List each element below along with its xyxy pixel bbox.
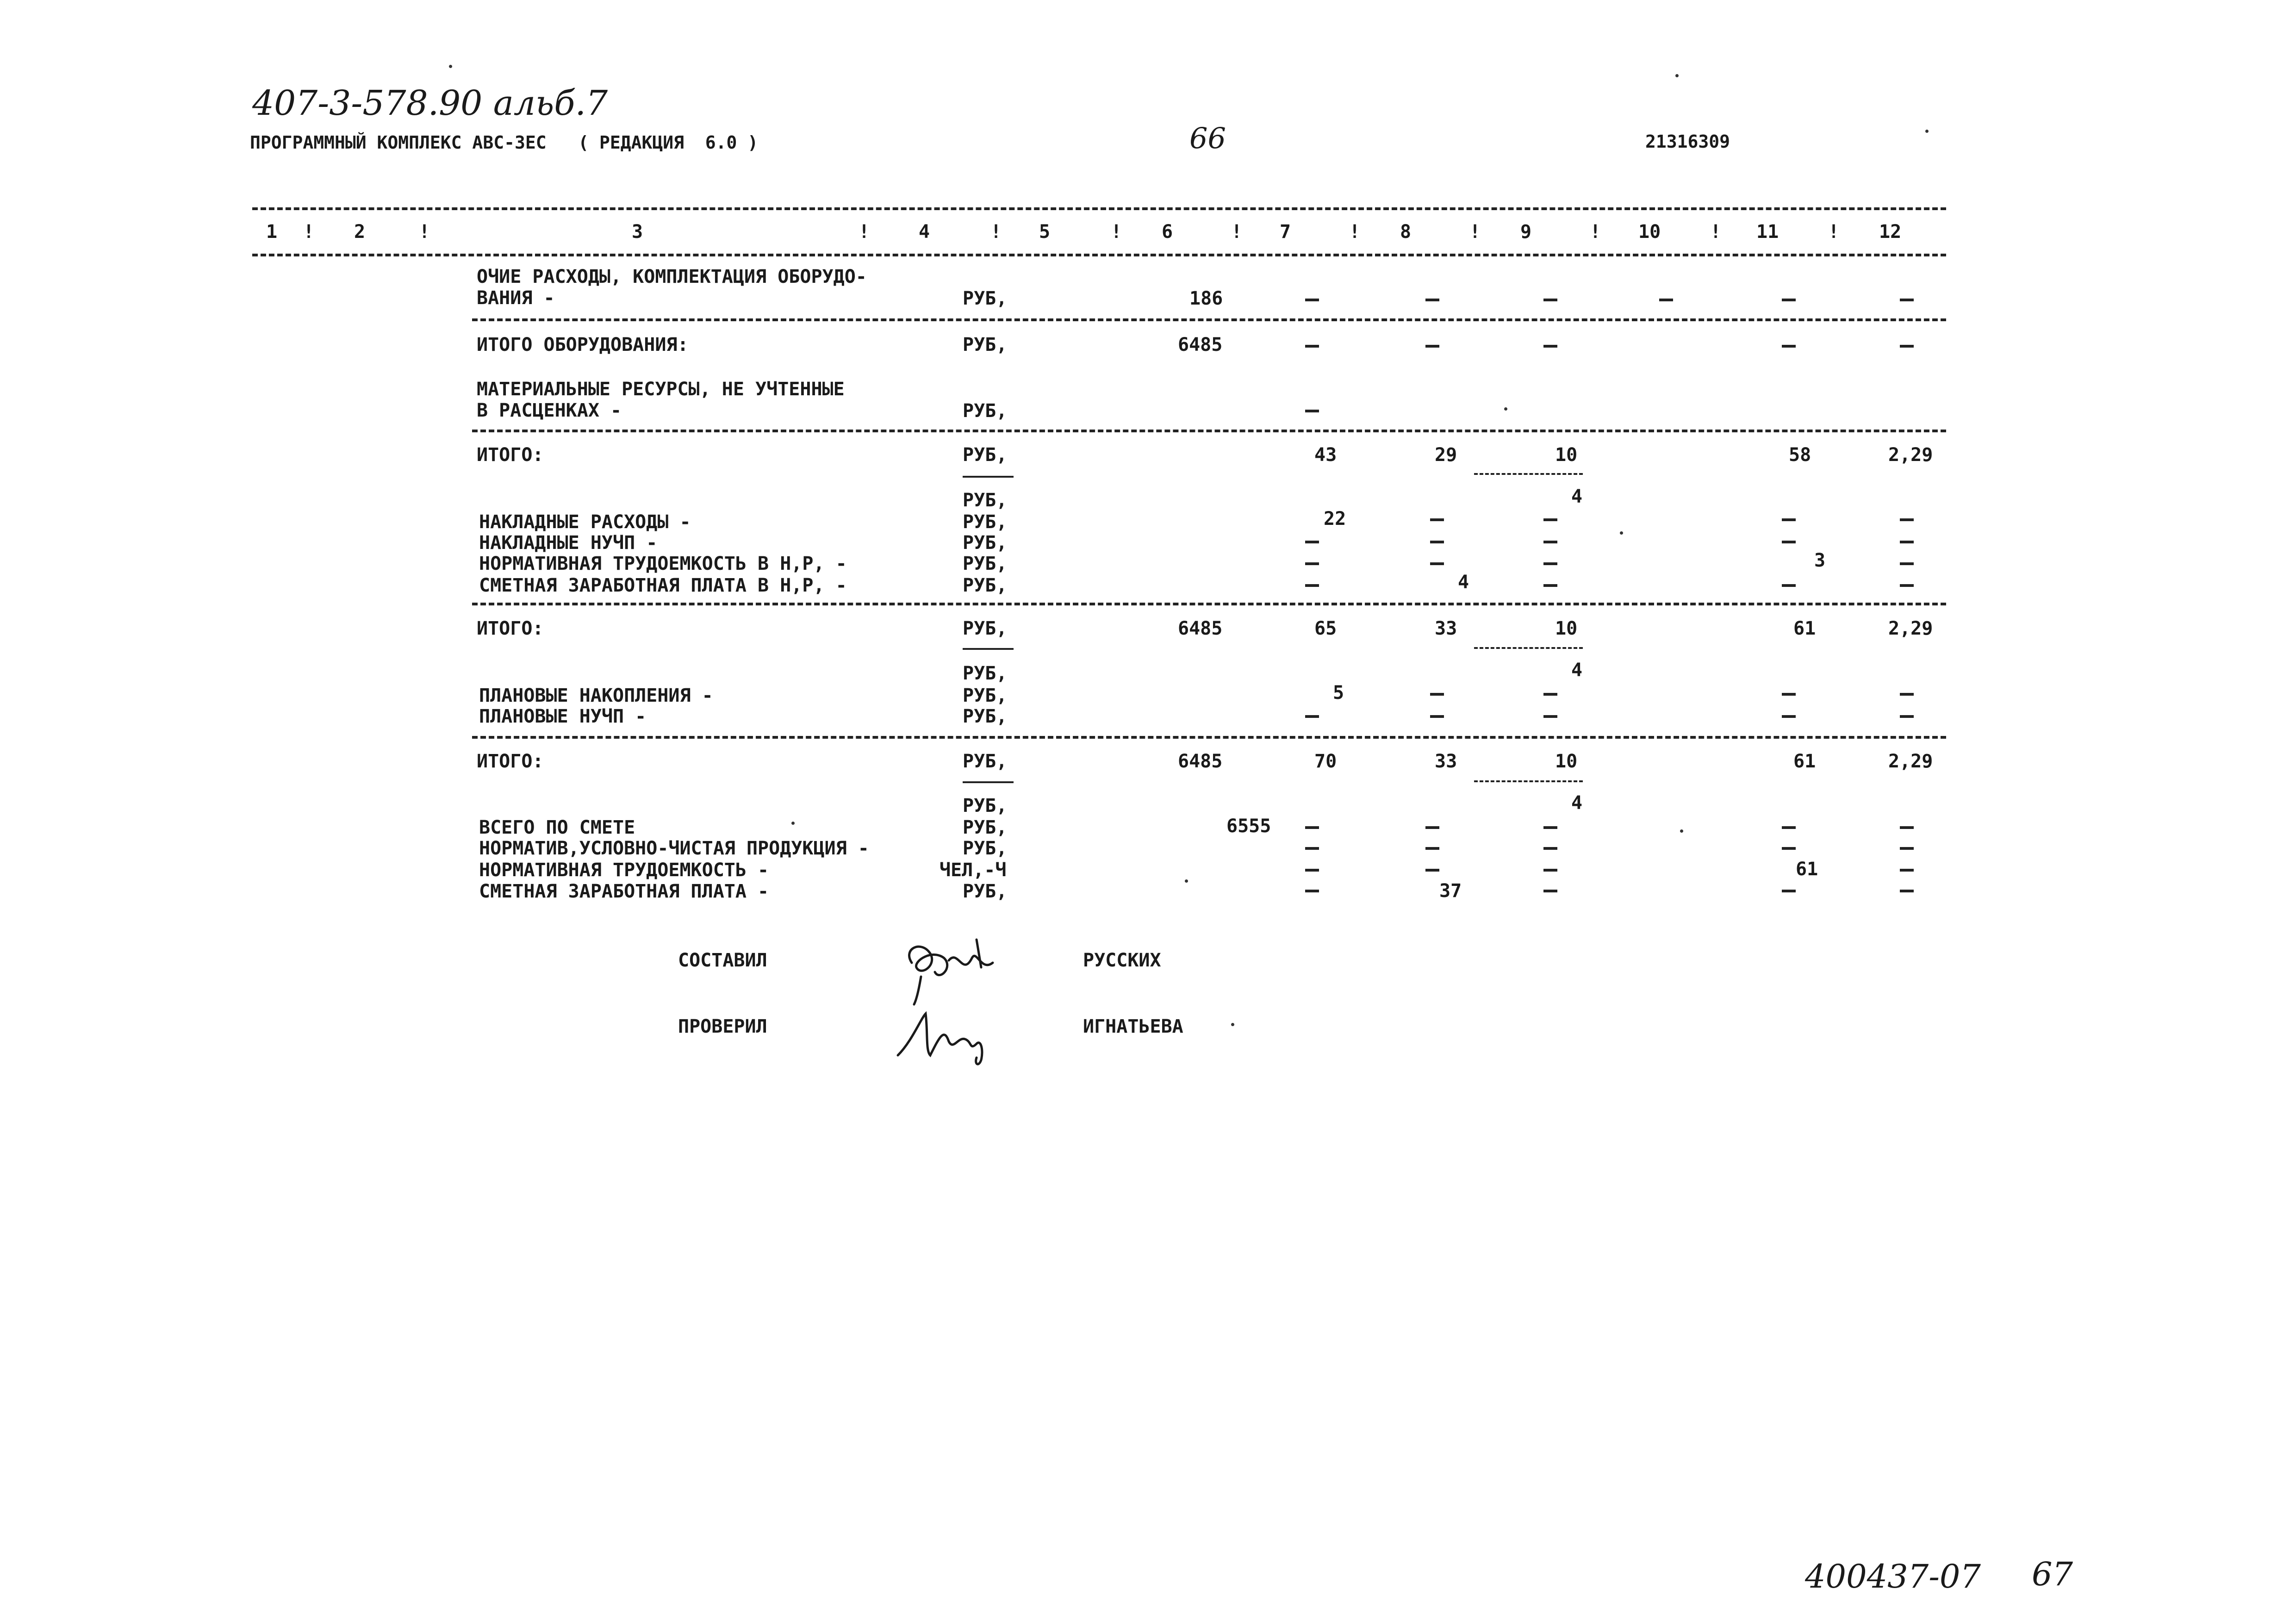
subtotal-col12: 2,29 [1888,444,1933,466]
column-number: 2 [354,221,366,243]
row-label: МАТЕРИАЛЬНЫЕ РЕСУРСЫ, НЕ УЧТЕННЫЕ В РАСЦЕНКАХ - [477,379,845,421]
subtotal-label: ИТОГО: [477,751,544,772]
column-number: 4 [919,221,930,243]
checked-by-name: ИГНАТЬЕВА [1083,1016,1183,1037]
summary-row-col6: 6555 [1226,816,1271,837]
header-top-rule [252,207,1946,210]
page-number: 66 [1189,121,1226,155]
summary-row-unit: РУБ, [963,838,1008,859]
empty-dash [1543,847,1557,850]
compiled-by-name: РУССКИХ [1083,950,1161,971]
col9-underline [1474,473,1583,475]
column-number: 8 [1400,221,1412,243]
column-separator: ! [1710,221,1722,243]
empty-dash [1782,890,1796,892]
empty-dash [1430,562,1444,565]
planned-row-col7: 5 [1333,682,1344,704]
subtotal-unit: РУБ, [963,751,1008,772]
overhead-row-unit: РУБ, [963,511,1008,533]
subtotal-label: ИТОГО: [477,618,544,639]
unit-only: РУБ, [963,795,1008,816]
empty-dash [1305,541,1319,543]
empty-dash [1305,562,1319,565]
empty-dash [1305,847,1319,850]
summary-row-col11: 61 [1796,859,1818,880]
software-title: ПРОГРАММНЫЙ КОМПЛЕКС АВС-3ЕС ( РЕДАКЦИЯ 6.0 ) [250,132,759,153]
footer-page-number: 67 [2032,1555,2073,1593]
empty-dash [1782,518,1796,521]
scan-speck [1504,407,1507,411]
overhead-row-unit: РУБ, [963,575,1008,596]
scan-speck [1185,879,1188,883]
row-value-col6: 186 [1189,288,1223,309]
empty-dash [1900,541,1914,543]
empty-dash [1305,890,1319,892]
summary-row-label: НОРМАТИВ,УСЛОВНО-ЧИСТАЯ ПРОДУКЦИЯ - [479,838,869,859]
overhead-row-col7: 22 [1324,508,1346,530]
row-unit: РУБ, [963,334,1008,355]
summary-row-label: СМЕТНАЯ ЗАРАБОТНАЯ ПЛАТА - [479,881,769,902]
empty-dash [1543,299,1557,301]
subtotal-col11: 61 [1793,618,1816,639]
empty-dash [1900,890,1914,892]
overhead-row-label: НАКЛАДНЫЕ РАСХОДЫ - [479,511,691,533]
empty-dash [1900,584,1914,587]
empty-dash [1782,847,1796,850]
empty-dash [1782,299,1796,301]
unit-underline [963,781,1014,783]
empty-dash [1305,584,1319,587]
subtotal-col12: 2,29 [1888,751,1933,772]
empty-dash [1543,693,1557,696]
row-unit: РУБ, [963,288,1008,309]
planned-col9-note: 4 [1571,660,1583,681]
empty-dash [1782,584,1796,587]
scan-speck [449,65,452,68]
empty-dash [1900,693,1914,696]
document-code: 407-3-578.90 альб.7 [252,83,608,123]
empty-dash [1425,847,1439,850]
summary-row-label: НОРМАТИВНАЯ ТРУДОЕМКОСТЬ - [479,860,769,881]
column-separator: ! [1231,221,1243,243]
summary-row-label: ВСЕГО ПО СМЕТЕ [479,817,635,838]
empty-dash [1782,345,1796,348]
empty-dash [1900,847,1914,850]
empty-dash [1543,890,1557,892]
subtotal-col9: 10 [1555,444,1578,466]
empty-dash [1425,869,1439,872]
empty-dash [1425,345,1439,348]
empty-dash [1900,518,1914,521]
column-separator: ! [1590,221,1601,243]
summary-row-unit: РУБ, [963,817,1008,838]
col9-underline [1474,780,1583,782]
subtotal-col11: 61 [1793,751,1816,772]
subtotal-col8: 29 [1435,444,1457,466]
empty-dash [1659,299,1673,301]
subtotal-label: ИТОГО: [477,444,544,466]
header-bottom-rule [252,254,1946,256]
empty-dash [1430,693,1444,696]
empty-dash [1543,541,1557,543]
planned-row-label: ПЛАНОВЫЕ НУЧП - [479,706,647,727]
overhead-col9-note: 4 [1571,486,1583,507]
column-separator: ! [1469,221,1481,243]
document-id: 21316309 [1645,131,1730,152]
column-number: 12 [1879,221,1902,243]
empty-dash [1543,518,1557,521]
empty-dash [1543,345,1557,348]
row-rule [472,603,1946,605]
empty-dash [1305,826,1319,829]
empty-dash [1543,715,1557,718]
signature-compiled-icon [893,921,1014,1009]
column-separator: ! [1349,221,1361,243]
unit-underline [963,648,1014,650]
unit-only: РУБ, [963,663,1008,684]
subtotal-col7: 65 [1314,618,1337,639]
row-rule [472,736,1946,739]
scan-speck [1231,1023,1234,1026]
col9-underline [1474,647,1583,649]
column-number: 1 [266,221,278,243]
empty-dash [1305,410,1319,412]
empty-dash [1900,345,1914,348]
planned-row-unit: РУБ, [963,685,1008,706]
empty-dash [1305,299,1319,301]
empty-dash [1305,345,1319,348]
empty-dash [1543,826,1557,829]
unit-underline [963,476,1014,478]
column-separator: ! [859,221,870,243]
empty-dash [1900,299,1914,301]
overhead-row-col8: 4 [1458,572,1469,593]
column-number: 9 [1520,221,1532,243]
unit-only: РУБ, [963,490,1008,511]
planned-row-label: ПЛАНОВЫЕ НАКОПЛЕНИЯ - [479,685,713,706]
overhead-row-col11: 3 [1814,550,1826,571]
summary-col9-note: 4 [1571,792,1583,814]
column-separator: ! [419,221,430,243]
row-unit: РУБ, [963,400,1008,422]
subtotal-col6: 6485 [1178,618,1223,639]
empty-dash [1900,826,1914,829]
empty-dash [1543,562,1557,565]
scan-speck [791,822,795,825]
compiled-by-label: СОСТАВИЛ [678,950,767,971]
subtotal-col9: 10 [1555,751,1578,772]
empty-dash [1425,826,1439,829]
column-separator: ! [1828,221,1840,243]
signature-checked-icon [889,1000,1009,1069]
empty-dash [1305,715,1319,718]
empty-dash [1900,562,1914,565]
column-number: 7 [1280,221,1291,243]
empty-dash [1425,299,1439,301]
empty-dash [1430,715,1444,718]
empty-dash [1430,541,1444,543]
row-rule [472,430,1946,432]
empty-dash [1782,826,1796,829]
overhead-row-unit: РУБ, [963,532,1008,554]
overhead-row-label: НОРМАТИВНАЯ ТРУДОЕМКОСТЬ В Н,Р, - [479,553,847,574]
row-label: ОЧИЕ РАСХОДЫ, КОМПЛЕКТАЦИЯ ОБОРУДО- ВАНИЯ - [477,266,867,309]
subtotal-col9: 10 [1555,618,1578,639]
empty-dash [1782,541,1796,543]
empty-dash [1900,715,1914,718]
checked-by-label: ПРОВЕРИЛ [678,1016,767,1037]
overhead-row-label: СМЕТНАЯ ЗАРАБОТНАЯ ПЛАТА В Н,Р, - [479,575,847,596]
empty-dash [1782,715,1796,718]
overhead-row-unit: РУБ, [963,553,1008,574]
row-label: ИТОГО ОБОРУДОВАНИЯ: [477,334,689,355]
summary-row-col8: 37 [1439,880,1462,902]
column-number: 5 [1039,221,1051,243]
scan-speck [1620,531,1623,535]
summary-row-unit: ЧЕЛ,-Ч [940,860,1007,881]
empty-dash [1305,869,1319,872]
row-value-col6: 6485 [1178,334,1223,355]
subtotal-col8: 33 [1435,751,1457,772]
planned-row-unit: РУБ, [963,706,1008,727]
empty-dash [1900,869,1914,872]
subtotal-col11: 58 [1789,444,1811,466]
subtotal-unit: РУБ, [963,618,1008,639]
column-number: 10 [1638,221,1661,243]
column-number: 11 [1756,221,1779,243]
column-number: 3 [632,221,643,243]
row-rule [472,318,1946,321]
empty-dash [1543,584,1557,587]
empty-dash [1430,518,1444,521]
scan-speck [1675,74,1679,77]
empty-dash [1782,693,1796,696]
column-separator: ! [303,221,315,243]
subtotal-col6: 6485 [1178,751,1223,772]
empty-dash [1543,869,1557,872]
scan-speck [1680,829,1683,833]
subtotal-col7: 43 [1314,444,1337,466]
scan-speck [1925,130,1929,133]
summary-row-unit: РУБ, [963,881,1008,902]
subtotal-col7: 70 [1314,751,1337,772]
subtotal-unit: РУБ, [963,444,1008,466]
column-separator: ! [1111,221,1122,243]
column-number: 6 [1162,221,1173,243]
subtotal-col8: 33 [1435,618,1457,639]
footer-inventory-number: 400437-07 [1805,1558,1981,1595]
subtotal-col12: 2,29 [1888,618,1933,639]
column-separator: ! [990,221,1002,243]
overhead-row-label: НАКЛАДНЫЕ НУЧП - [479,532,658,554]
